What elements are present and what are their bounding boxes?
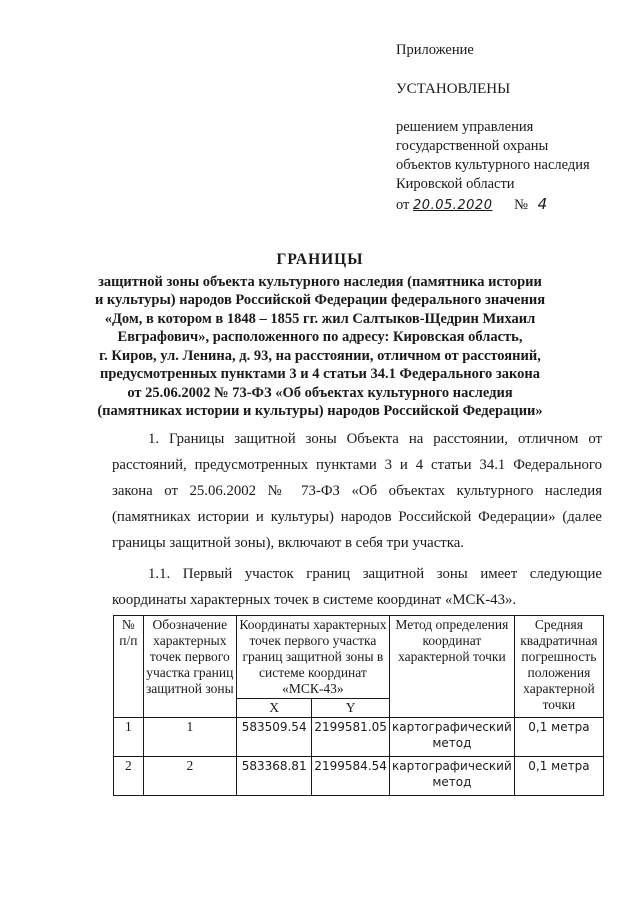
cell-x: 583368.81 <box>236 757 311 796</box>
handwritten-number: 4 <box>537 195 548 213</box>
appendix-label: Приложение <box>396 42 474 58</box>
heading-line: от 25.06.2002 № 73-ФЗ «Об объектах культурного наследия <box>127 384 513 401</box>
paragraph-1-text: 1. Границы защитной зоны Объекта на расстоянии, отличном от расстояний, предусмотренных пунктами 3 и 4 статьи 34.1 Федерального закона от 25.06.2002 № 73-ФЗ «Об объектах культурного наследия (памятниках истории и культуры) народов Российской Федерации» (далее границы защитной зоны), включают в себя три участка. <box>112 431 602 551</box>
cell-y: 2199584.54 <box>312 757 390 796</box>
header-coords: Координаты характерных точек первого участка границ защитной зоны в системе координат «МСК-43» <box>236 616 389 699</box>
coordinates-table <box>113 615 604 796</box>
cell-point: 1 <box>143 718 236 757</box>
table-row <box>114 757 604 796</box>
heading-line: Евграфович», расположенного по адресу: Кировская область, <box>117 329 523 345</box>
header-method: Метод определения координат характерной точки <box>389 616 514 718</box>
heading-line: (памятниках истории и культуры) народов Российской Федерации» <box>97 403 543 419</box>
heading-line: предусмотренных пунктами 3 и 4 статьи 34.1 Федерального закона <box>99 366 541 382</box>
header-x: X <box>236 699 311 718</box>
cell-accuracy: 0,1 метра <box>514 757 603 796</box>
number-sign: № <box>514 197 528 213</box>
cell-point: 2 <box>143 757 236 796</box>
cell-num: 1 <box>114 718 144 757</box>
authority-line: государственной охраны <box>396 138 549 154</box>
header-num: № п/п <box>114 616 144 718</box>
heading-line: «Дом, в котором в 1848 – 1855 гг. жил Салтыков-Щедрин Михаил <box>104 310 536 327</box>
authority-line: решением управления <box>396 119 534 135</box>
cell-method: картографический метод <box>389 718 514 757</box>
document-title: ГРАНИЦЫ <box>276 251 364 268</box>
cell-y: 2199581.05 <box>312 718 390 757</box>
cell-method: картографический метод <box>389 757 514 796</box>
header-point: Обозначение характерных точек первого участка границ защитной зоны <box>143 616 236 718</box>
cell-accuracy: 0,1 метра <box>514 718 603 757</box>
document-heading <box>0 251 640 421</box>
paragraph-1 <box>112 426 602 556</box>
cell-num: 2 <box>114 757 144 796</box>
date-prefix: от <box>396 197 410 213</box>
heading-line: г. Киров, ул. Ленина, д. 93, на расстоянии, отличном от расстояний, <box>99 347 541 364</box>
heading-line: и культуры) народов Российской Федерации федерального значения <box>94 292 546 308</box>
header-accuracy: Средняя квадратичная погрешность положения характерной точки <box>514 616 603 718</box>
table-header-row <box>114 616 604 699</box>
paragraph-1-1 <box>112 561 602 613</box>
heading-line: защитной зоны объекта культурного наследия (памятника истории <box>98 273 542 290</box>
header-y: Y <box>312 699 390 718</box>
table-row <box>114 718 604 757</box>
approval-status: УСТАНОВЛЕНЫ <box>396 81 511 97</box>
cell-x: 583509.54 <box>236 718 311 757</box>
approval-authority <box>396 118 590 194</box>
approval-date-line <box>396 195 548 215</box>
handwritten-date: 20.05.2020 <box>413 198 493 213</box>
paragraph-1-1-text: 1.1. Первый участок границ защитной зоны имеет следующие координаты характерных точек в системе координат «МСК-43». <box>112 566 602 608</box>
authority-line: объектов культурного наследия <box>396 157 590 173</box>
authority-line: Кировской области <box>396 176 515 192</box>
